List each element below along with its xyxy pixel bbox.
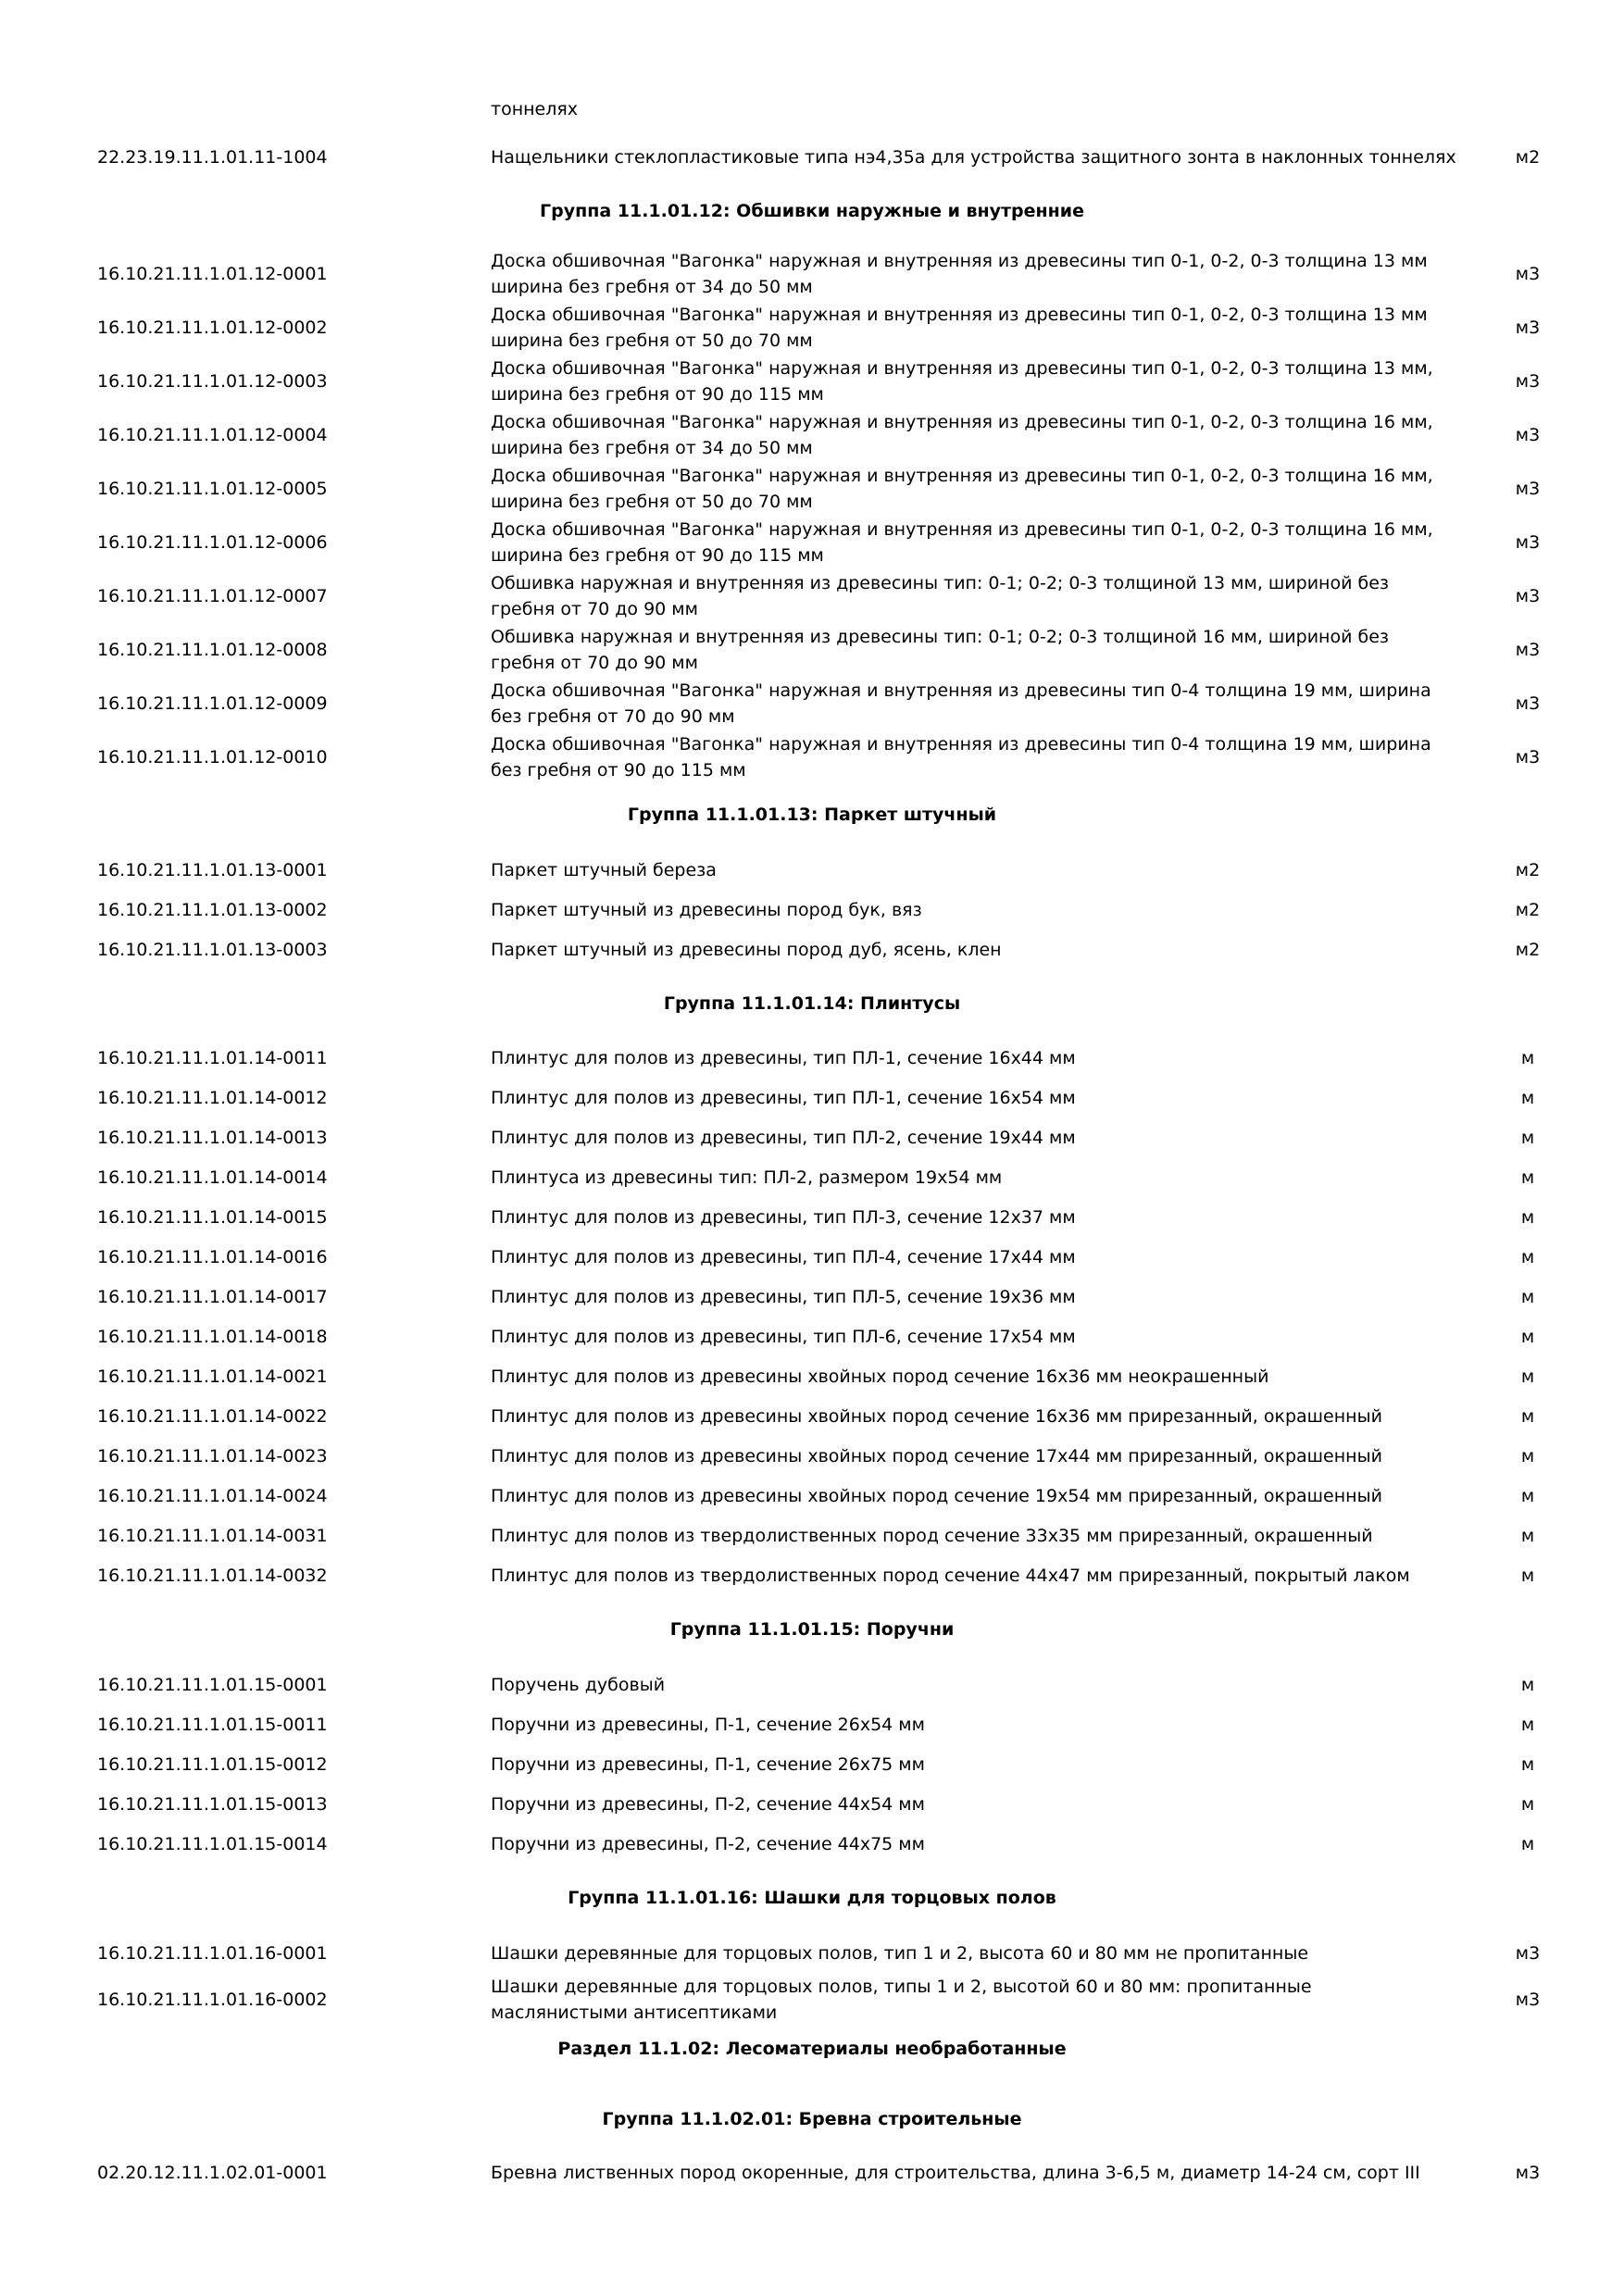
item-description: Плинтус для полов из твердолиственных пород сечение 44х47 мм прирезанный, покрытый лаком [491, 1566, 1410, 1586]
item-unit: м [1520, 1128, 1535, 1148]
item-description: Доска обшивочная "Вагонка" наружная и внутренняя из древесины тип 0-4 толщина 19 мм, ширина [491, 734, 1431, 755]
item-description: Плинтус для полов из древесины, тип ПЛ-1, сечение 16х54 мм [491, 1088, 1076, 1108]
item-unit: м3 [1515, 425, 1541, 445]
item-description: Плинтус для полов из древесины, тип ПЛ-4, сечение 17х44 мм [491, 1247, 1076, 1267]
item-description: Поручни из древесины, П-1, сечение 26х54 мм [491, 1715, 925, 1735]
item-description: Паркет штучный из древесины пород бук, вяз [491, 900, 922, 920]
item-description: Плинтуса из древесины тип: ПЛ-2, размером 19х54 мм [491, 1167, 1003, 1188]
item-description: Плинтус для полов из древесины хвойных пород сечение 16х36 мм прирезанный, окрашенный [491, 1406, 1382, 1427]
item-description-cont: без гребня от 90 до 115 мм [491, 760, 746, 780]
item-code: 16.10.21.11.1.01.14-0032 [97, 1566, 328, 1586]
item-description-cont: гребня от 70 до 90 мм [491, 653, 698, 673]
item-code: 16.10.21.11.1.01.14-0022 [97, 1406, 328, 1427]
item-code: 16.10.21.11.1.01.14-0016 [97, 1247, 328, 1267]
group-heading: Группа 11.1.02.01: Бревна строительные [602, 2109, 1022, 2129]
item-unit: м [1520, 1715, 1535, 1735]
item-description: Поручни из древесины, П-2, сечение 44х75 мм [491, 1834, 925, 1854]
item-code: 16.10.21.11.1.01.14-0023 [97, 1446, 328, 1466]
item-description: Шашки деревянные для торцовых полов, тип 1 и 2, высота 60 и 80 мм не пропитанные [491, 1943, 1309, 1964]
item-unit: м [1520, 1287, 1535, 1307]
item-unit: м [1520, 1088, 1535, 1108]
item-code: 16.10.21.11.1.01.14-0013 [97, 1128, 328, 1148]
item-code: 16.10.21.11.1.01.14-0031 [97, 1526, 328, 1546]
item-description: Доска обшивочная "Вагонка" наружная и внутренняя из древесины тип 0-1, 0-2, 0-3 толщина 16 мм, [491, 412, 1433, 432]
item-code: 22.23.19.11.1.01.11-1004 [97, 147, 328, 168]
group-heading: Группа 11.1.01.15: Поручни [669, 1619, 955, 1640]
item-unit: м [1520, 1754, 1535, 1775]
item-code: 16.10.21.11.1.01.13-0001 [97, 860, 328, 880]
item-code: 16.10.21.11.1.01.12-0010 [97, 747, 328, 767]
item-unit: м [1520, 1167, 1535, 1188]
item-unit: м3 [1515, 693, 1541, 714]
item-code: 16.10.21.11.1.01.12-0001 [97, 264, 328, 284]
item-description: Поручень дубовый [491, 1675, 666, 1695]
item-description: Доска обшивочная "Вагонка" наружная и внутренняя из древесины тип 0-1, 0-2, 0-3 толщина 16 мм, [491, 519, 1433, 540]
item-description: Доска обшивочная "Вагонка" наружная и внутренняя из древесины тип 0-1, 0-2, 0-3 толщина 13 мм [491, 305, 1428, 325]
item-code: 16.10.21.11.1.01.15-0013 [97, 1794, 328, 1815]
item-description: Доска обшивочная "Вагонка" наружная и внутренняя из древесины тип 0-1, 0-2, 0-3 толщина 13 мм, [491, 358, 1433, 379]
item-unit: м3 [1515, 2163, 1541, 2183]
item-unit: м [1520, 1566, 1535, 1586]
item-code: 16.10.21.11.1.01.15-0014 [97, 1834, 328, 1854]
item-description: Доска обшивочная "Вагонка" наружная и внутренняя из древесины тип 0-1, 0-2, 0-3 толщина 16 мм, [491, 466, 1433, 486]
item-description: Доска обшивочная "Вагонка" наружная и внутренняя из древесины тип 0-4 толщина 19 мм, ширина [491, 680, 1431, 701]
item-unit: м [1520, 1366, 1535, 1387]
item-description: Плинтус для полов из древесины, тип ПЛ-3, сечение 12х37 мм [491, 1207, 1076, 1228]
item-unit: м [1520, 1486, 1535, 1506]
item-code: 16.10.21.11.1.01.15-0011 [97, 1715, 328, 1735]
item-code: 16.10.21.11.1.01.12-0004 [97, 425, 328, 445]
item-unit: м [1520, 1794, 1535, 1815]
group-heading: Группа 11.1.01.14: Плинтусы [663, 993, 961, 1014]
item-code: 16.10.21.11.1.01.13-0002 [97, 900, 328, 920]
item-code: 16.10.21.11.1.01.14-0014 [97, 1167, 328, 1188]
item-description: Поручни из древесины, П-1, сечение 26х75 мм [491, 1754, 925, 1775]
item-unit: м [1520, 1446, 1535, 1466]
group-heading: Группа 11.1.01.12: Обшивки наружные и внутренние [539, 201, 1085, 221]
item-unit: м3 [1515, 532, 1541, 553]
item-code: 16.10.21.11.1.01.12-0009 [97, 693, 328, 714]
item-description: Плинтус для полов из древесины хвойных пород сечение 17х44 мм прирезанный, окрашенный [491, 1446, 1382, 1466]
item-description-cont: ширина без гребня от 90 до 115 мм [491, 545, 824, 566]
item-code: 16.10.21.11.1.01.14-0024 [97, 1486, 328, 1506]
item-description: Обшивка наружная и внутренняя из древесины тип: 0-1; 0-2; 0-3 толщиной 16 мм, шириной без [491, 627, 1389, 647]
item-description: Плинтус для полов из твердолиственных пород сечение 33х35 мм прирезанный, окрашенный [491, 1526, 1373, 1546]
item-code: 16.10.21.11.1.01.12-0007 [97, 586, 328, 606]
item-unit: м [1520, 1048, 1535, 1068]
item-description-cont: без гребня от 70 до 90 мм [491, 706, 735, 727]
item-code: 16.10.21.11.1.01.14-0018 [97, 1327, 328, 1347]
item-description: Шашки деревянные для торцовых полов, типы 1 и 2, высотой 60 и 80 мм: пропитанные [491, 1977, 1312, 1997]
item-code: 16.10.21.11.1.01.12-0003 [97, 371, 328, 392]
item-code: 16.10.21.11.1.01.14-0021 [97, 1366, 328, 1387]
item-unit: м2 [1515, 940, 1541, 960]
item-unit: м3 [1515, 318, 1541, 338]
item-code: 16.10.21.11.1.01.15-0001 [97, 1675, 328, 1695]
item-unit: м [1520, 1327, 1535, 1347]
item-description: Паркет штучный береза [491, 860, 717, 880]
item-unit: м2 [1515, 860, 1541, 880]
item-code: 16.10.21.11.1.01.14-0017 [97, 1287, 328, 1307]
item-unit: м3 [1515, 1990, 1541, 2010]
item-code: 16.10.21.11.1.01.12-0002 [97, 318, 328, 338]
item-code: 02.20.12.11.1.02.01-0001 [97, 2163, 328, 2183]
item-description-cont: ширина без гребня от 50 до 70 мм [491, 331, 813, 351]
item-description-cont: ширина без гребня от 90 до 115 мм [491, 384, 824, 405]
item-description: Плинтус для полов из древесины, тип ПЛ-1, сечение 16х44 мм [491, 1048, 1076, 1068]
item-description-cont: ширина без гребня от 34 до 50 мм [491, 438, 813, 458]
item-description-cont: гребня от 70 до 90 мм [491, 599, 698, 619]
item-code: 16.10.21.11.1.01.12-0005 [97, 479, 328, 499]
item-code: 16.10.21.11.1.01.12-0008 [97, 640, 328, 660]
item-unit: м [1520, 1526, 1535, 1546]
item-code: 16.10.21.11.1.01.16-0002 [97, 1990, 328, 2010]
item-description: Плинтус для полов из древесины, тип ПЛ-5, сечение 19х36 мм [491, 1287, 1076, 1307]
item-description: Паркет штучный из древесины пород дуб, ясень, клен [491, 940, 1002, 960]
item-description-cont: ширина без гребня от 34 до 50 мм [491, 277, 813, 297]
item-unit: м2 [1515, 900, 1541, 920]
item-description: Поручни из древесины, П-2, сечение 44х54 мм [491, 1794, 925, 1815]
item-code: 16.10.21.11.1.01.13-0003 [97, 940, 328, 960]
item-unit: м3 [1515, 479, 1541, 499]
group-heading: Группа 11.1.01.16: Шашки для торцовых полов [568, 1888, 1056, 1908]
item-code: 16.10.21.11.1.01.14-0011 [97, 1048, 328, 1068]
item-code: 16.10.21.11.1.01.16-0001 [97, 1943, 328, 1964]
item-unit: м2 [1515, 147, 1541, 168]
item-description: Нащельники стеклопластиковые типа нэ4,35а для устройства защитного зонта в наклонных тоннелях [491, 147, 1456, 168]
item-unit: м3 [1515, 640, 1541, 660]
item-code: 16.10.21.11.1.01.15-0012 [97, 1754, 328, 1775]
item-code: 16.10.21.11.1.01.14-0015 [97, 1207, 328, 1228]
item-unit: м3 [1515, 747, 1541, 767]
item-description-cont: ширина без гребня от 50 до 70 мм [491, 492, 813, 512]
item-description: Плинтус для полов из древесины хвойных пород сечение 19х54 мм прирезанный, окрашенный [491, 1486, 1382, 1506]
item-code: 16.10.21.11.1.01.14-0012 [97, 1088, 328, 1108]
continuation-text: тоннелях [491, 99, 579, 119]
item-unit: м [1520, 1247, 1535, 1267]
item-unit: м3 [1515, 371, 1541, 392]
item-code: 16.10.21.11.1.01.12-0006 [97, 532, 328, 553]
item-unit: м3 [1515, 1943, 1541, 1964]
item-unit: м3 [1515, 264, 1541, 284]
item-unit: м [1520, 1834, 1535, 1854]
item-unit: м [1520, 1675, 1535, 1695]
item-unit: м3 [1515, 586, 1541, 606]
item-description: Плинтус для полов из древесины хвойных пород сечение 16х36 мм неокрашенный [491, 1366, 1269, 1387]
item-unit: м [1520, 1207, 1535, 1228]
item-description: Обшивка наружная и внутренняя из древесины тип: 0-1; 0-2; 0-3 толщиной 13 мм, шириной без [491, 573, 1389, 593]
item-unit: м [1520, 1406, 1535, 1427]
section-heading: Раздел 11.1.02: Лесоматериалы необработанные [557, 2039, 1067, 2059]
item-description: Доска обшивочная "Вагонка" наружная и внутренняя из древесины тип 0-1, 0-2, 0-3 толщина 13 мм [491, 251, 1428, 271]
item-description: Бревна лиственных пород окоренные, для строительства, длина 3-6,5 м, диаметр 14-24 см, сорт III [491, 2163, 1420, 2183]
item-description: Плинтус для полов из древесины, тип ПЛ-2, сечение 19х44 мм [491, 1128, 1076, 1148]
item-description-cont: маслянистыми антисептиками [491, 2003, 778, 2023]
item-description: Плинтус для полов из древесины, тип ПЛ-6, сечение 17х54 мм [491, 1327, 1076, 1347]
group-heading: Группа 11.1.01.13: Паркет штучный [627, 805, 997, 825]
